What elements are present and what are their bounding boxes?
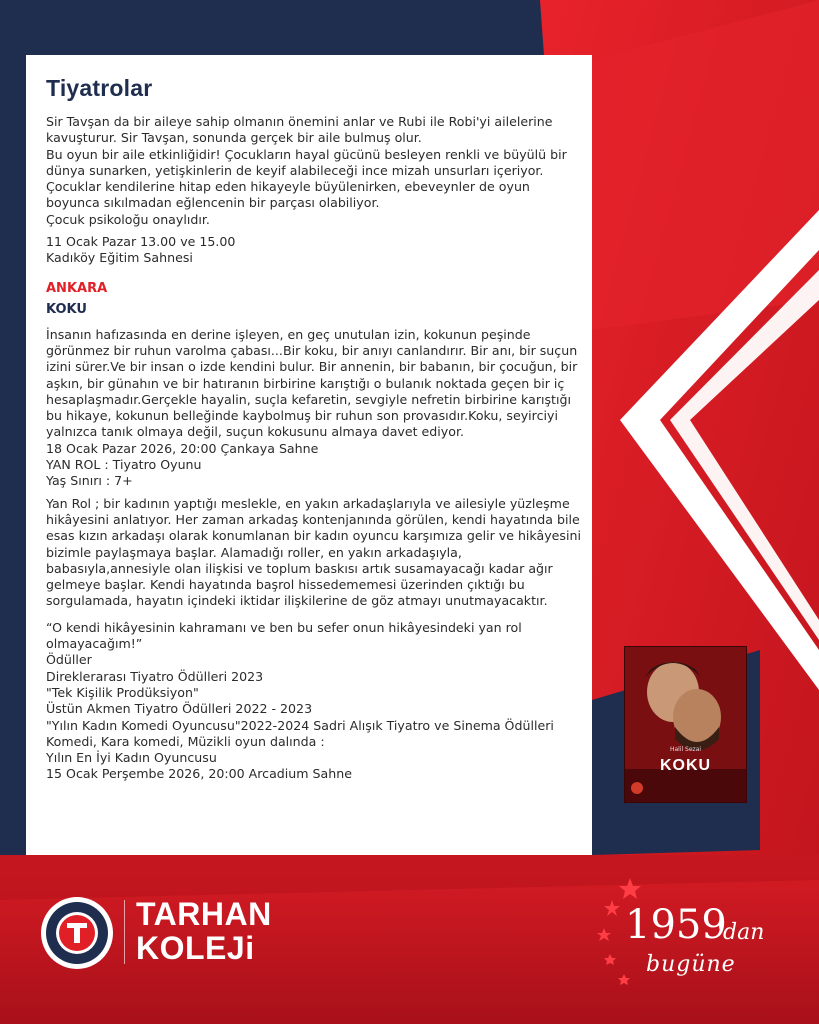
footer-divider [124, 900, 125, 964]
poster-title: KOKU [659, 757, 712, 774]
brand-line-1: TARHAN [136, 896, 272, 932]
page-title: Tiyatrolar [46, 75, 153, 101]
award-line: Komedi, Kara komedi, Müzikli oyun dalında : [46, 733, 325, 749]
card-content [46, 75, 586, 783]
intro-date: 11 Ocak Pazar 13.00 ve 15.00 [46, 234, 236, 250]
year-number: 1959 [625, 902, 727, 948]
age-limit: Yaş Sınırı : 7+ [46, 473, 133, 489]
school-logo [40, 896, 114, 970]
award-line: 15 Ocak Perşembe 2026, 20:00 Arcadium Sahne [46, 766, 352, 782]
second-play-description: Yan Rol ; bir kadının yaptığı meslekle, en yakın arkadaşlarıyla ve ailesiyle yüzleşme hikâyesini anlatıyor. Her zaman arkadaş kontenjanında görülen, kendi hayatında bile esas kızın arkadaşı olarak konumlanan bir kadın oyuncu karşımıza gelir ve hikâyesini bizimle paylaşmaya başlar. Alamadığı roller, en yakın arkadaşıyla, babasıyla,annesiyle olan ilişkisi ve toplum baskısı artık susamayacağı kadar ağır gelmeye başlar. Kendi hayatında başrol hissedememesi üzerinden çıktığı bu sorgulamada, hayatın içindeki iktidar ilişkilerine de göz atmayı unutmayacaktır. [46, 495, 581, 609]
award-line: Ödüller [46, 652, 92, 668]
play-description: İnsanın hafızasında en derine işleyen, en geç unutulan izin, kokunun peşinde görünmez bir ruhun varolma çabası...Bir koku, bir anıyı canlandırır. Bir anı, bir suçun izini sürer.Ve bir insan o izde kendini bulur. Bir annenin, bir babanın, bir çocuğun, bir aşkın, bir günahın ve bir hatıranın birbirine karıştığı o bulanık noktada geçen bir iç hesaplaşmadır.Gerçekle hayalin, suçla kefaretin, sevgiyle nefretin birbirine karıştığı bu hikaye, kokunun belleğinde kaybolmuş bir ruhun son provasıdır.Koku, seyirciyi yalnızca tanık olmaya değil, suçun kokusunu almaya davet ediyor. [46, 326, 578, 440]
year-suffix: 'dan [717, 920, 765, 945]
section-title: ANKARA [46, 280, 108, 296]
brand-line-2: KOLEJi [136, 930, 255, 966]
intro-paragraph-3: Çocuk psikoloğu onaylıdır. [46, 211, 210, 227]
intro-venue: Kadıköy Eğitim Sahnesi [46, 250, 193, 266]
content-card [26, 55, 592, 855]
play-date: 18 Ocak Pazar 2026, 20:00 Çankaya Sahne [46, 440, 319, 456]
play-poster [624, 646, 747, 803]
award-line: "Tek Kişilik Prodüksiyon" [46, 684, 199, 700]
intro-paragraph-2: Bu oyun bir aile etkinliğidir! Çocukların hayal gücünü besleyen renkli ve büyülü bir dünya sunarken, yetişkinlerin de keyif alabileceği ince mizah unsurları içeriyor. Çocuklar kendilerine hitap eden hikayeyle büyülenirken, ebeveynler de oyun boyunca sıkılmadan eğlencenin bir parçası olabiliyor. [46, 146, 567, 211]
award-line: Direklerarası Tiyatro Ödülleri 2023 [46, 668, 264, 684]
year-tagline: bugüne [646, 952, 736, 977]
poster-actor: Halil Sezai [669, 746, 702, 753]
second-play-title: YAN ROL : Tiyatro Oyunu [46, 457, 202, 473]
poster-artwork [625, 647, 746, 802]
play-title: KOKU [46, 301, 87, 317]
intro-paragraph-1: Sir Tavşan da bir aileye sahip olmanın önemini anlar ve Rubi ile Robi'yi ailelerine kavuşturur. Sir Tavşan, sonunda gerçek bir aile bulmuş olur. [46, 114, 553, 146]
award-line: Yılın En İyi Kadın Oyuncusu [46, 750, 217, 766]
brand-name [136, 897, 272, 965]
award-line: Üstün Akmen Tiyatro Ödülleri 2022 - 2023 [46, 701, 313, 717]
second-play-quote: “O kendi hikâyesinin kahramanı ve ben bu sefer onun hikâyesindeki yan rol olmayacağım!” [46, 619, 522, 652]
award-line: "Yılın Kadın Komedi Oyuncusu"2022-2024 Sadri Alışık Tiyatro ve Sinema Ödülleri [46, 717, 554, 733]
